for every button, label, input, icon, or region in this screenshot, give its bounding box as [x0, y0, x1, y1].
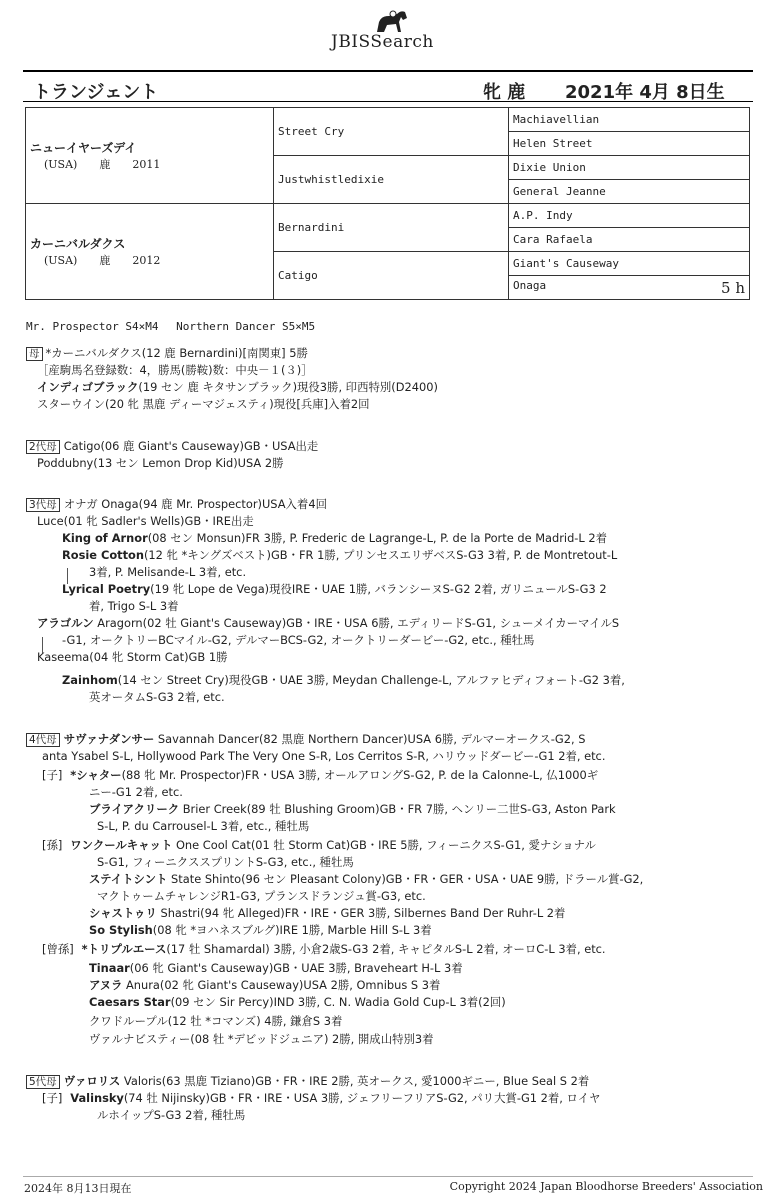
family-line-text: (19 牝 Lope de Vega)現役IRE・UAE 1勝, バランシーヌS-G2 2着, ガリニュールS-G3 2	[150, 582, 607, 596]
family-line	[42, 1090, 600, 1106]
family-line	[97, 1107, 245, 1123]
family-line	[89, 977, 440, 993]
relation-prefix: [孫]	[42, 838, 63, 852]
relation-prefix: [曾孫]	[42, 942, 74, 956]
horse-link[interactable]: Zainhom	[62, 673, 118, 687]
horse-link[interactable]: Tinaar	[89, 961, 130, 975]
pedigree-g3-cell[interactable]: Helen Street	[509, 132, 750, 156]
family-line	[97, 818, 309, 834]
family-line	[62, 632, 534, 648]
family-line	[89, 1013, 342, 1029]
family-line-text: anta Ysabel S-L, Hollywood Park The Very One S-R, Los Cerritos S-R, ハリウッドダービー-G1 2着, etc.	[42, 749, 606, 763]
footer-rule	[23, 1176, 753, 1177]
family-line-text: (09 セン Sir Percy)IND 3勝, C. N. Wadia Gold Cup-L 3着(2回)	[170, 995, 506, 1009]
family-line-text: マクトゥームチャレンジR1-G3, プランスドランジュ賞-G3, etc.	[97, 889, 426, 903]
family-line-text: State Shinto(96 セン Pleasant Colony)GB・FR・GER・USA・UAE 9勝, ドラール賞-G2,	[167, 872, 644, 886]
pedigree-dam-cell	[26, 204, 274, 300]
family-line-text: ヴァルナビスティー(08 牡 *デビッドジュニア) 2勝, 開成山特別3着	[89, 1032, 434, 1046]
generation-tag: 5代母	[26, 1075, 60, 1089]
horse-link[interactable]: サヴァナダンサー	[63, 732, 155, 746]
family-line-text: *カーニバルダクス(12 鹿 Bernardini)[南関東] 5勝	[45, 346, 308, 360]
pedigree-g2-cell[interactable]: Bernardini	[274, 204, 509, 252]
family-line	[26, 1073, 589, 1089]
family-line	[89, 922, 432, 938]
family-line-text: オナガ Onaga(94 鹿 Mr. Prospector)USA入着4回	[63, 497, 327, 511]
family-line-text: ルホイップS-G3 2着, 種牡馬	[97, 1108, 246, 1122]
family-line	[89, 905, 565, 921]
family-line	[62, 530, 607, 546]
horse-link[interactable]: インディゴブラック	[37, 380, 139, 394]
jbis-search-logo[interactable]	[325, 8, 465, 56]
family-line	[37, 396, 370, 412]
family-line	[37, 362, 313, 378]
dam-info: (USA) 鹿 2012	[44, 254, 161, 267]
pedigree-g2-cell[interactable]: Street Cry	[274, 108, 509, 156]
horse-link[interactable]: Caesars Star	[89, 995, 171, 1009]
family-line-text: Brier Creek(89 牡 Blushing Groom)GB・FR 7勝, ヘンリー二世S-G3, Aston Park	[179, 802, 616, 816]
family-line-text: ニー-G1 2着, etc.	[89, 785, 183, 799]
family-line	[37, 455, 283, 471]
pedigree-g2-cell[interactable]: Justwhistledixie	[274, 156, 509, 204]
pedigree-note: 5 h	[721, 278, 745, 297]
horse-link[interactable]: シャストゥリ	[89, 906, 157, 920]
header-underline	[23, 101, 753, 102]
family-line	[89, 801, 616, 817]
family-line	[89, 960, 463, 976]
indent-bar	[67, 568, 68, 584]
pedigree-g3-cell[interactable]: Machiavellian	[509, 108, 750, 132]
family-line-text: (88 牝 Mr. Prospector)FR・USA 3勝, オールアロングS-G2, P. de la Calonne-L, 仏1000ギ	[121, 768, 599, 782]
pedigree-table	[25, 107, 750, 300]
horse-sex-color: 牝 鹿	[483, 82, 526, 103]
inbreeding-summary: Mr. Prospector S4×M4 Northern Dancer S5×M5	[26, 320, 316, 333]
family-line	[42, 837, 596, 853]
family-line	[37, 649, 227, 665]
horse-link[interactable]: アラゴルン	[37, 616, 94, 630]
horse-name: トランジェント	[33, 82, 159, 103]
horse-link[interactable]: ステイトシント	[89, 872, 168, 886]
family-line-text: S-G1, フィーニクススプリントS-G3, etc., 種牡馬	[97, 855, 354, 869]
family-line-text: (74 牡 Nijinsky)GB・FR・IRE・USA 3勝, ジェフリーフリアS-G2, パリ大賞-G1 2着, ロイヤ	[123, 1091, 601, 1105]
family-line-text: Luce(01 牝 Sadler's Wells)GB・IRE出走	[37, 514, 254, 528]
horse-link[interactable]: So Stylish	[89, 923, 153, 937]
family-line	[89, 689, 225, 705]
horse-link[interactable]: Rosie Cotton	[62, 548, 144, 562]
family-line-text: (06 牝 Giant's Causeway)GB・UAE 3勝, Braveheart H-L 3着	[129, 961, 463, 975]
pedigree-g2-cell[interactable]: Catigo	[274, 252, 509, 300]
family-line-text: Valoris(63 黒鹿 Tiziano)GB・FR・IRE 2勝, 英オークス, 愛1000ギニー, Blue Seal S 2着	[120, 1074, 590, 1088]
dam-name[interactable]: カーニバルダクス	[30, 237, 126, 251]
generation-tag: 母	[26, 347, 43, 361]
horse-link[interactable]: Lyrical Poetry	[62, 582, 151, 596]
pedigree-g3-name[interactable]: Onaga	[513, 278, 547, 292]
family-line	[97, 888, 426, 904]
family-line-text: クワドループル(12 牡 *コマンズ) 4勝, 鎌倉S 3着	[89, 1014, 343, 1028]
family-line-text: Catigo(06 鹿 Giant's Causeway)GB・USA出走	[63, 439, 319, 453]
horse-link[interactable]: *トリプルエース	[81, 942, 167, 956]
logo-text: JBISSearch	[331, 32, 434, 52]
horse-link[interactable]: アヌラ	[89, 978, 123, 992]
pedigree-g3-cell[interactable]: Giant's Causeway	[509, 252, 750, 276]
horse-logo-icon	[371, 8, 411, 34]
family-line-text: Anura(02 牝 Giant's Causeway)USA 2勝, Omnibus S 3着	[122, 978, 441, 992]
family-line	[37, 379, 438, 395]
horse-link[interactable]: ブライアクリーク	[89, 802, 180, 816]
family-line-text: (17 牡 Shamardal) 3勝, 小倉2歳S-G3 2着, キャピタルS-L 2着, オーロC-L 3着, etc.	[166, 942, 606, 956]
family-line-text: (12 牝 *キングズベスト)GB・FR 1勝, プリンセスエリザベスS-G3 3着, P. de Montretout-L	[143, 548, 618, 562]
family-line	[89, 994, 506, 1010]
family-line	[62, 672, 625, 688]
family-line	[62, 547, 617, 563]
horse-link[interactable]: King of Arnor	[62, 531, 148, 545]
family-line-text: (19 セン 鹿 キタサンブラック)現役3勝, 印西特別(D2400)	[138, 380, 438, 394]
sire-info: (USA) 鹿 2011	[44, 158, 161, 171]
family-line-text: Aragorn(02 牡 Giant's Causeway)GB・IRE・USA 6勝, エディリードS-G1, シューメイカーマイルS	[93, 616, 620, 630]
footer-copyright: Copyright 2024 Japan Bloodhorse Breeders' Association	[449, 1180, 763, 1193]
family-line	[42, 748, 605, 764]
pedigree-g3-cell[interactable]: General Jeanne	[509, 180, 750, 204]
family-line	[89, 871, 643, 887]
generation-tag: 3代母	[26, 498, 60, 512]
family-line	[89, 784, 183, 800]
family-line-text: Poddubny(13 セン Lemon Drop Kid)USA 2勝	[37, 456, 284, 470]
family-line-text: Shastri(94 牝 Alleged)FR・IRE・GER 3勝, Silbernes Band Der Ruhr-L 2着	[156, 906, 566, 920]
sire-name[interactable]: ニューイヤーズデイ	[30, 141, 137, 155]
pedigree-g3-cell[interactable]: Cara Rafaela	[509, 228, 750, 252]
indent-bar	[42, 637, 43, 653]
family-line-text: S-L, P. du Carrousel-L 3着, etc., 種牡馬	[97, 819, 310, 833]
family-line	[26, 438, 318, 454]
family-line	[26, 731, 585, 747]
family-line-text: 3着, P. Melisande-L 3着, etc.	[89, 565, 247, 579]
family-line-text: ［産駒馬名登録数：4，勝馬(勝鞍)数：中央－１(３)］	[37, 363, 313, 377]
horse-link[interactable]: ヴァロリス	[63, 1074, 121, 1088]
horse-link[interactable]: *シャター	[70, 768, 122, 782]
family-line-text: One Cool Cat(01 牡 Storm Cat)GB・IRE 5勝, フィーニクスS-G1, 愛ナショナル	[172, 838, 596, 852]
generation-tag: 4代母	[26, 733, 60, 747]
family-line-text: (08 セン Monsun)FR 3勝, P. Frederic de Lagrange-L, P. de la Porte de Madrid-L 2着	[147, 531, 608, 545]
family-line	[26, 496, 327, 512]
family-line-text: (14 セン Street Cry)現役GB・UAE 3勝, Meydan Challenge-L, アルファヒディフォート-G2 3着,	[117, 673, 625, 687]
generation-tag: 2代母	[26, 440, 60, 454]
family-line-text: スターウイン(20 牝 黒鹿 ディーマジェスティ)現役[兵庫]入着2回	[37, 397, 370, 411]
family-line	[37, 615, 619, 631]
family-line	[37, 513, 254, 529]
family-line-text: Kaseema(04 牝 Storm Cat)GB 1勝	[37, 650, 228, 664]
horse-link[interactable]: Valinsky	[70, 1091, 124, 1105]
family-line-text: (08 牝 *ヨハネスブルグ)IRE 1勝, Marble Hill S-L 3着	[152, 923, 432, 937]
relation-prefix: [子]	[42, 1091, 63, 1105]
family-line	[42, 767, 598, 783]
family-line	[97, 854, 354, 870]
family-line	[89, 1031, 434, 1047]
family-line-text: Savannah Dancer(82 黒鹿 Northern Dancer)USA 6勝, デルマーオークス-G2, S	[154, 732, 586, 746]
pedigree-g3-cell[interactable]: Dixie Union	[509, 156, 750, 180]
family-line-text: 着, Trigo S-L 3着	[89, 599, 179, 613]
pedigree-g3-cell[interactable]: A.P. Indy	[509, 204, 750, 228]
family-line	[89, 598, 179, 614]
horse-birth-date: 2021年 4月 8日生	[565, 82, 725, 103]
pedigree-g3-cell	[509, 276, 750, 300]
family-line	[26, 345, 308, 361]
footer-date: 2024年 8月13日現在	[24, 1182, 132, 1195]
header-rule	[23, 70, 753, 72]
relation-prefix: [子]	[42, 768, 63, 782]
family-line	[42, 941, 606, 957]
family-line-text: -G1, オークトリーBCマイル-G2, デルマーBCS-G2, オークトリーダービー-G2, etc., 種牡馬	[62, 633, 535, 647]
family-line-text: 英オータムS-G3 2着, etc.	[89, 690, 225, 704]
family-line	[89, 564, 246, 580]
family-line	[62, 581, 607, 597]
pedigree-sire-cell	[26, 108, 274, 204]
horse-link[interactable]: ワンクールキャット	[70, 838, 173, 852]
